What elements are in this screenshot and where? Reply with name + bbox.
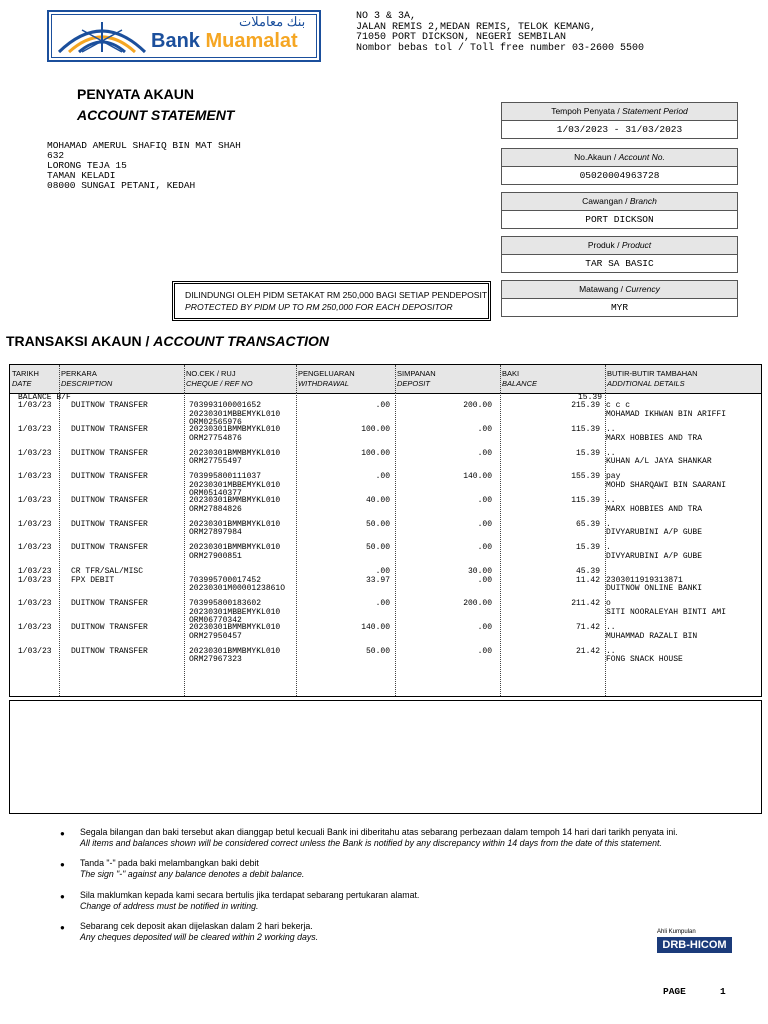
txn-detail: MARX HOBBIES AND TRA (606, 504, 703, 514)
txn-ref: ORM27897984 (189, 528, 242, 537)
txn-ref: 703995700017452 (189, 575, 262, 585)
txn-ref: ORM05140377 (189, 489, 242, 498)
txn-description: DUITNOW TRANSFER (71, 646, 148, 656)
txn-ref: 20230301BMMBMYKL010 (189, 519, 281, 529)
txn-deposit: .00 (477, 496, 492, 505)
txn-detail: pay (606, 472, 621, 481)
txn-description: CR TFR/SAL/MISC (71, 566, 144, 576)
branch-box: Cawangan / Branch PORT DICKSON (501, 192, 738, 229)
txn-deposit: 140.00 (463, 472, 492, 481)
txn-date: 1/03/23 (18, 496, 52, 505)
txn-description: DUITNOW TRANSFER (71, 472, 148, 481)
txn-withdrawal: 100.00 (361, 425, 390, 434)
txn-detail: DIVYARUBINI A/P GUBE (606, 528, 703, 537)
txn-detail: .. (606, 496, 616, 505)
txn-ref: ORM02565976 (189, 418, 242, 427)
txn-ref: 20230301BMMBMYKL010 (189, 496, 281, 505)
txn-balance: 71.42 (575, 623, 600, 632)
txn-ref: 703993100001652 (189, 401, 262, 410)
txn-deposit: .00 (477, 575, 492, 585)
logo-arabic-text: بنك معاملات (239, 14, 306, 29)
txn-detail: . (606, 543, 611, 552)
bank-logo (47, 10, 321, 62)
txn-date: 1/03/23 (18, 599, 52, 608)
txn-balance: 115.39 (571, 425, 600, 434)
customer-address: MOHAMAD AMERUL SHAFIQ BIN MAT SHAH 632 LORONG TEJA 15 TAMAN KELADI 08000 SUNGAI PETANI, KEDAH (47, 140, 241, 191)
txn-balance: 15.39 (575, 543, 600, 552)
txn-balance: 115.39 (571, 496, 600, 505)
logo-name: Bank Muamalat (151, 30, 298, 52)
txn-balance: 45.39 (575, 566, 600, 576)
txn-ref: ORM27754876 (189, 433, 242, 443)
product-box: Produk / Product TAR SA BASIC (501, 236, 738, 273)
txn-description: DUITNOW TRANSFER (71, 543, 148, 552)
txn-detail: MUHAMMAD RAZALI BIN (606, 631, 698, 641)
txn-ref: ORM27967323 (189, 655, 242, 664)
txn-detail: 2303011919313871 (606, 575, 683, 585)
txn-date: 1/03/23 (18, 448, 52, 458)
txn-deposit: 30.00 (467, 566, 492, 576)
txn-ref: ORM27900851 (189, 551, 242, 561)
txn-description: DUITNOW TRANSFER (71, 401, 148, 410)
txn-date: 1/03/23 (18, 519, 52, 529)
txn-description: DUITNOW TRANSFER (71, 496, 148, 505)
txn-description: DUITNOW TRANSFER (71, 623, 148, 632)
txn-detail: SITI NOORALEYAH BINTI AMI (606, 607, 727, 617)
txn-deposit: .00 (477, 519, 492, 529)
txn-detail: .. (606, 448, 616, 458)
bullet-icon: ● (60, 860, 65, 869)
txn-ref: 20230301MBBEMYKL010 (189, 409, 281, 419)
pidm-notice: DILINDUNGI OLEH PIDM SETAKAT RM 250,000 BAGI SETIAP PENDEPOSIT PROTECTED BY PIDM UP TO RM 250,000 FOR EACH DEPOSITOR (172, 281, 491, 321)
txn-deposit: .00 (477, 646, 492, 656)
txn-description: DUITNOW TRANSFER (71, 425, 148, 434)
group-label: Ahli Kumpulan (657, 929, 696, 935)
txn-deposit: .00 (477, 623, 492, 632)
txn-detail: . (606, 519, 611, 529)
txn-deposit: .00 (477, 425, 492, 434)
txn-balance: 21.42 (575, 646, 600, 656)
note-4: Sebarang cek deposit akan dijelaskan dalam 2 hari bekerja. Any cheques deposited will be cleared within 2 working days. (80, 921, 319, 942)
txn-detail: MARX HOBBIES AND TRA (606, 433, 703, 443)
txn-withdrawal: .00 (375, 599, 390, 608)
page-title-ms: PENYATA AKAUN (77, 86, 194, 102)
txn-balance: 211.42 (571, 599, 600, 608)
txn-ref: 20230301MBBEMYKL010 (189, 480, 281, 490)
txn-detail: MOHAMAD IKHWAN BIN ARIFFI (606, 409, 727, 419)
txn-detail: DUITNOW ONLINE BANKI (606, 584, 703, 593)
section-title: TRANSAKSI AKAUN / ACCOUNT TRANSACTION (6, 333, 330, 349)
account-no-box: No.Akaun / Account No. 05020004963728 (501, 148, 738, 185)
page-number: PAGE 1 (663, 986, 726, 997)
txn-ref: 20230301BMMBMYKL010 (189, 425, 281, 434)
txn-date: 1/03/23 (18, 575, 52, 585)
table-header: TARIKH DATE PERKARA DESCRIPTION NO.CEK / RUJ CHEQUE / REF NO PENGELUARAN WITHDRAWAL SIMPANAN DEPOSIT BAKI BALANCE BUTIR-BUTIR TAMBAHAN ADDITIONAL DETAILS (10, 365, 761, 394)
logo-emblem-icon (57, 18, 147, 56)
drb-hicom-logo: DRB-HICOM (657, 937, 732, 953)
txn-withdrawal: 100.00 (361, 448, 390, 458)
txn-description: DUITNOW TRANSFER (71, 519, 148, 529)
note-1: Segala bilangan dan baki tersebut akan dianggap betul kecuali Bank ini diberitahu atas sebarang perbezaan dalam tempoh 14 hari dari tarikh penyata ini. All items and balances shown will be considered correct unless the Bank is notified by any discrepancy within 14 days from the date of this statement. (80, 827, 678, 848)
txn-balance: 15.39 (575, 448, 600, 458)
txn-date: 1/03/23 (18, 623, 52, 632)
bullet-icon: ● (60, 892, 65, 901)
txn-deposit: .00 (477, 543, 492, 552)
txn-balance: 215.39 (571, 401, 600, 410)
txn-detail: DIVYARUBINI A/P GUBE (606, 551, 703, 561)
txn-ref: ORM06770342 (189, 616, 242, 625)
txn-ref: 20230301M0000123861O (189, 584, 286, 593)
txn-withdrawal: 50.00 (365, 543, 390, 552)
txn-ref: ORM27884826 (189, 504, 242, 514)
transaction-table (9, 364, 762, 697)
txn-date: 1/03/23 (18, 472, 52, 481)
statement-period-box: Tempoh Penyata / Statement Period 1/03/2023 - 31/03/2023 (501, 102, 738, 139)
txn-detail: o (606, 599, 611, 608)
txn-date: 1/03/23 (18, 401, 52, 410)
txn-ref: 20230301BMMBMYKL010 (189, 646, 281, 656)
txn-detail: .. (606, 623, 616, 632)
page-title-en: ACCOUNT STATEMENT (77, 107, 235, 123)
note-3: Sila maklumkan kepada kami secara bertulis jika terdapat sebarang pertukaran alamat. Change of address must be notified in writing. (80, 890, 420, 911)
bank-address: NO 3 & 3A, JALAN REMIS 2,MEDAN REMIS, TELOK KEMANG, 71050 PORT DICKSON, NEGERI SEMBILAN Nombor bebas tol / Toll free number 03-2600 5500 (356, 11, 645, 54)
txn-detail: KUHAN A/L JAYA SHANKAR (606, 457, 712, 466)
txn-ref: 20230301MBBEMYKL010 (189, 607, 281, 617)
txn-detail: MOHD SHARQAWI BIN SAARANI (606, 480, 727, 490)
txn-detail: FONG SNACK HOUSE (606, 655, 683, 664)
txn-description: DUITNOW TRANSFER (71, 448, 148, 458)
txn-date: 1/03/23 (18, 646, 52, 656)
txn-ref: 703995800183602 (189, 599, 262, 608)
txn-detail: c c c (606, 401, 631, 410)
txn-balance: 11.42 (575, 575, 600, 585)
txn-withdrawal: 40.00 (365, 496, 390, 505)
txn-withdrawal: .00 (375, 566, 390, 576)
txn-withdrawal: 33.97 (365, 575, 390, 585)
blank-panel (9, 700, 762, 814)
txn-ref: 703995800111037 (189, 472, 262, 481)
txn-ref: 20230301BMMBMYKL010 (189, 543, 281, 552)
txn-deposit: .00 (477, 448, 492, 458)
txn-description: FPX DEBIT (71, 575, 115, 585)
txn-ref: ORM27950457 (189, 631, 242, 641)
txn-withdrawal: 140.00 (361, 623, 390, 632)
note-2: Tanda "-" pada baki melambangkan baki debit The sign "-" against any balance denotes a debit balance. (80, 858, 305, 879)
bullet-icon: ● (60, 923, 65, 932)
txn-deposit: 200.00 (463, 401, 492, 410)
balance-bf-label: BALANCE B/F (18, 393, 71, 402)
txn-withdrawal: .00 (375, 472, 390, 481)
txn-ref: ORM27755497 (189, 457, 242, 466)
txn-date: 1/03/23 (18, 566, 52, 576)
txn-withdrawal: 50.00 (365, 519, 390, 529)
txn-ref: 20230301BMMBMYKL010 (189, 623, 281, 632)
currency-box: Matawang / Currency MYR (501, 280, 738, 317)
txn-detail: .. (606, 425, 616, 434)
txn-date: 1/03/23 (18, 543, 52, 552)
balance-bf-value: 15.39 (577, 393, 602, 402)
txn-ref: 20230301BMMBMYKL010 (189, 448, 281, 458)
txn-balance: 65.39 (575, 519, 600, 529)
txn-balance: 155.39 (571, 472, 600, 481)
txn-withdrawal: 50.00 (365, 646, 390, 656)
txn-withdrawal: .00 (375, 401, 390, 410)
txn-date: 1/03/23 (18, 425, 52, 434)
txn-detail: .. (606, 646, 616, 656)
txn-description: DUITNOW TRANSFER (71, 599, 148, 608)
txn-deposit: 200.00 (463, 599, 492, 608)
bullet-icon: ● (60, 829, 65, 838)
